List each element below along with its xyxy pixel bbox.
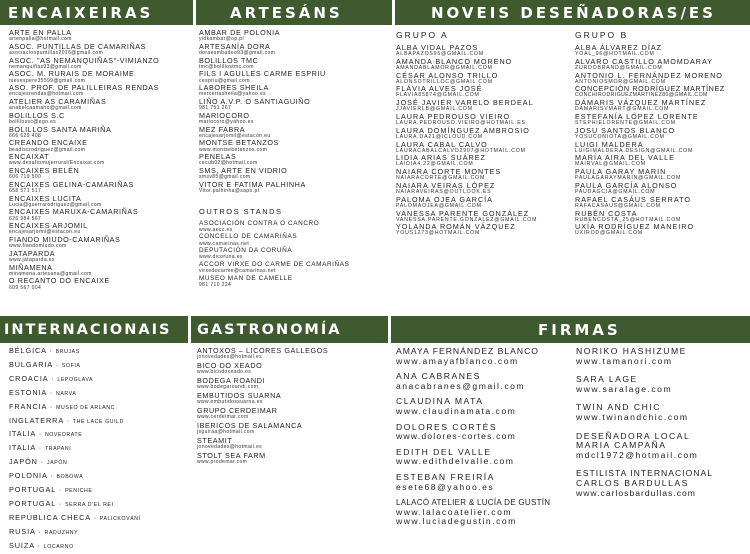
designer-email: CONCHIRODRIGUEZMARTINEZ80@GMAIL.COM: [575, 92, 708, 99]
encaixeira-name: ENCAIXES GELINA-CAMARIÑAS: [9, 179, 134, 189]
artesan-contact: yidkambar@op.pl: [199, 36, 244, 43]
encaixeira-name: O RECANTO DO ENCAIXE: [9, 276, 110, 286]
designer-email: PALOMAOJEA@GMAIL.COM: [396, 202, 482, 209]
encaixeira-name: ENCAIXES LUCITA: [9, 193, 82, 203]
firm-web: www.lalacoatelier.com: [396, 506, 513, 517]
designer-email: RAFACASAUS@GMAIL.COM: [575, 202, 661, 209]
heading-encaixeiras: ENCAIXEIRAS: [8, 3, 154, 22]
designer-name: LIDIA ARIAS SUÁREZ: [396, 153, 486, 163]
country-name: INGLATERRA: [9, 415, 64, 425]
designer-email: MAIRVAL@GMAIL.COM: [575, 161, 646, 168]
firm-web: www.saralage.com: [576, 383, 673, 394]
designer-name: PALOMA OJEA GARCÍA: [396, 194, 493, 204]
encaixeira-name: ENCAIXES MARUXA-CAMARIÑAS: [9, 207, 139, 217]
designer-email: ANTONIOSMOR@GMAIL.COM: [575, 78, 666, 85]
country-name: PORTUGAL: [9, 485, 56, 495]
firm-person: CARLOS BARDULLAS: [576, 477, 689, 488]
artesan-name: PENELAS: [199, 152, 237, 162]
encaixeira-contact: artenpalla@hotmail.com: [9, 36, 72, 43]
heading-band-noveis: [395, 0, 750, 25]
country-name: JAPÓN: [9, 457, 38, 467]
artesan-contact: smsv85@gmail.com: [199, 174, 251, 181]
country-name: BULGARIA: [9, 359, 53, 369]
outro-stand-name: CONCELLO DE CAMARIÑAS: [199, 233, 298, 241]
encaixeira-name: BOLILLOS S.C: [9, 110, 65, 120]
designer-name: ALVARO CASTILLO AMOMDARAY: [575, 56, 714, 66]
designer-name: DÁMARIS VÁZQUEZ MARTÍNEZ: [575, 98, 707, 108]
outro-stand-contact: www.aecc.es: [199, 226, 233, 233]
heading-band-firmas: [391, 316, 750, 343]
designer-email: LAIDIA4.22@GMAIL.COM: [396, 161, 474, 168]
encaixeira-contact: encajesrendas@hotmail.com: [9, 91, 84, 98]
country-name: CROACIA: [9, 373, 49, 383]
firm-web: www.claudinamata.com: [396, 405, 517, 416]
artesan-contact: merceriasheila@yahoo.es: [199, 91, 267, 98]
firm-name: EDITH DEL VALLE: [396, 446, 492, 457]
firm-name: LALACÓ ATELIER & LUCÍA DE GUSTÍN: [396, 498, 551, 508]
designer-name: PAULA GARAY MARIN: [575, 167, 667, 177]
country-city: THE LACE GUILD: [72, 418, 124, 425]
artesan-contact: cecub02@hotmail.com: [199, 160, 258, 167]
encaixeira-contact: asociacionpuntillas2016@gmail.com: [9, 50, 104, 56]
designer-email: ALBAPAZOS95@GMAIL.COM: [396, 51, 484, 57]
designer-name: PAULA GARCÍA ALONSO: [575, 180, 678, 190]
firm-name: ESTEBAN FREIRÍA: [396, 471, 495, 482]
firmas-right-list: [576, 347, 750, 523]
encaixeira-name: BOLILLOS SANTA MARIÑA: [9, 124, 112, 134]
firm-web: www.amayafblanco.com: [396, 355, 519, 366]
country-name: PORTUGAL: [9, 498, 56, 508]
designer-email: NAIARACORTE@GMAIL.COM: [396, 175, 486, 182]
designer-email: UXIROD@GMAIL.COM: [575, 230, 643, 237]
designer-name: CONCEPCIÓN RODRÍGUEZ MARTÍNEZ: [575, 84, 725, 94]
firm-web: esete68@yahoo.es: [396, 481, 495, 492]
heading-internacionais: INTERNACIONAIS: [4, 321, 172, 338]
gastronomy-contact: www.bicodoxeado.es: [197, 369, 252, 376]
designer-email: RUBENCOSTA_25@HOTMAIL.COM: [575, 216, 682, 223]
encaixeira-name: ENCAIXES BELÉN: [9, 165, 80, 175]
gastronomy-contact: jonovedades@hotmail.es: [197, 444, 263, 451]
designer-email: NAIARAVEIRAS@OUTLOOK.ES: [396, 188, 492, 195]
designer-name: JOSU SANTOS BLANCO: [575, 125, 676, 135]
designer-email: STEPHIELORENTE@GMAIL.COM: [575, 119, 676, 126]
designer-email: PAUDAGCIA@GMAIL.COM: [575, 188, 656, 195]
outro-stand-contact: virxedocarme@camarinas.net: [199, 268, 276, 275]
designer-email: YOSUCONIOTA@GMAIL.COM: [575, 133, 665, 140]
designer-email: JJAVIERLB@GMAIL.COM: [396, 106, 473, 113]
encaixeira-name: JATAPARDA: [9, 248, 56, 258]
country-city: PENICHE: [65, 488, 93, 495]
designer-email: LAURA.PEDROUSO.VIEIRO@HOTMAIL.ES: [396, 119, 526, 126]
firm-name: NORIKO HASHIZUME: [576, 346, 687, 356]
designer-name: JOSÉ JAVIER VARELO BERDEAL: [396, 98, 534, 108]
designer-email: ZURDOBRAND@GMAIL.COM: [575, 64, 663, 71]
artesan-contact: mariocoro@yahoo.es: [199, 118, 254, 125]
gastronomia-list: [197, 347, 387, 523]
encaixeira-contact: Lucia@guerrarodriguez@gmail.com: [9, 201, 102, 208]
heading-band-encaixeiras: [0, 0, 193, 25]
country-city: NOVEDRATE: [44, 432, 83, 439]
country-city: NARVA: [55, 390, 77, 397]
encaixeira-name: ATELIER AS CARAMIÑAS: [9, 96, 107, 106]
country-city: RADUZHNY: [44, 529, 79, 536]
encaixeira-name: FIANDO MIUDO-CAMARIÑAS: [9, 234, 121, 244]
country-name: ITALIA: [9, 443, 36, 453]
encaixeira-contact: 609 567 004: [9, 284, 42, 291]
firmas-left-list: [396, 346, 572, 527]
artesan-contact: 981 751 267: [199, 105, 232, 112]
country-city: SOFIA: [61, 362, 81, 369]
encaixeira-contact: minamena.artesana@gmail.com: [9, 270, 92, 277]
encaixeira-contact: anabelcaamano@gmail.com: [9, 105, 82, 112]
firm-web: www.carlosbardullas.com: [576, 487, 696, 498]
firm-name: TWIN AND CHIC: [576, 402, 661, 413]
gastronomy-contact: www.prodemar.com: [197, 459, 248, 466]
grupo-b-title: GRUPO B: [575, 30, 629, 40]
gastronomy-contact: www.bodegaroandi.com: [197, 384, 259, 391]
artesan-contact: encajesarjomil@estacon.eu: [199, 132, 271, 139]
encaixeira-contact: 658 571 517: [9, 187, 42, 194]
encaixeira-contact: www.fiandomiudo.com: [9, 243, 67, 250]
firm-name: ANA CABRANES: [396, 371, 481, 382]
country-name: ITALIA: [9, 429, 36, 439]
grupo-b-list: [575, 30, 750, 315]
gastronomy-name: STOLT SEA FARM: [197, 450, 266, 460]
designer-email: YOAL_96@HOTMAIL.COM: [575, 51, 655, 57]
country-city: TRAPANI: [44, 446, 72, 453]
encaixeira-contact: nievespere35599@gmail.com: [9, 77, 86, 84]
designer-email: ALONSOTRILLOC@GMAIL.COM: [396, 78, 493, 85]
artesan-name: BOLILLOS TMC: [199, 55, 259, 65]
heading-firmas: FIRMAS: [538, 320, 621, 339]
internacionais-list: BÉLGICA · BRUJAS BULGARIA · SOFIA CROACIA · LEPOGLAVA ESTONIA · NARVA FRANCIA · MUSEO DE ARLANC INGLATERRA · THE LACE GUILD ITALIA · NOVEDRATE ITALIA · TRAPANI JAPÓN · JAPÓN POLONIA · BOBOWA PORTUGAL · PENICHE PORTUGAL · SERRA D'EL REI REPÚBLICA CHECA · PALICKOVÁNÍ RUSIA · RADUZHNY SUIZA · LOCARNO: [9, 346, 141, 550]
heading-band-artesans: [196, 0, 392, 25]
country-city: LEPOGLAVA: [57, 376, 94, 383]
grupo-a-list: [396, 30, 574, 315]
designer-name: VANESSA PARENTE GONZÁLEZ: [396, 208, 530, 218]
outro-stand-name: DEPUTACIÓN DA CORUÑA: [199, 247, 293, 255]
encaixeira-contact: beadiscrodriguez@gmail.com: [9, 146, 86, 153]
country-name: BÉLGICA: [9, 346, 47, 355]
firm-web: www.luciadegustin.com: [396, 516, 517, 527]
encaixeira-name: ASOC. "AS NEMANQUIÑAS"-VIMIANZO: [9, 55, 160, 65]
country-city: SERRA D'EL REI: [65, 501, 114, 508]
firm-web: www.dolores-cortes.com: [396, 431, 517, 442]
gastronomy-contact: jonovedades@hotmail.es: [197, 354, 263, 361]
encaixeira-name: ENCAIXES ARJOMIL: [9, 221, 88, 231]
firm-web: www.tamanori.com: [576, 355, 673, 366]
designer-name: UXÍA RODRÍGUEZ MANEIRO: [575, 222, 695, 232]
gastronomy-contact: www.cerdeimar.com: [197, 414, 249, 421]
gastronomy-contact: jsguiraa@hotmail.com: [197, 429, 255, 436]
designer-name: ESTEFANÍA LÓPEZ LORENTE: [575, 111, 699, 121]
designer-name: MARÍA AIRA DEL VALLE: [575, 153, 675, 163]
gastronomy-name: STEAMIT: [197, 435, 233, 445]
artesan-name: MONTSE BETANZOS: [199, 138, 279, 148]
gastronomy-name: BICO DO XEADO: [197, 360, 263, 370]
firm-name: DOLORES CORTÉS: [396, 421, 498, 432]
designer-name: LAURA PEDROUSO VIEIRO: [396, 111, 511, 121]
country-name: RUSIA: [9, 526, 36, 536]
outro-stand-contact: 981 710 224: [199, 281, 232, 288]
heading-noveis: NOVEIS DESEÑADORAS/ES: [431, 3, 716, 22]
artesan-name: AMBAR DE POLONIA: [199, 28, 281, 37]
outros-stands-title: OUTROS STANDS: [199, 206, 283, 216]
gastronomy-name: ANTOXOS – LICORES GALLEGOS: [197, 346, 329, 355]
designer-name: ALBA ÁLVAREZ DÍAZ: [575, 43, 663, 52]
artesan-contact: tmc@bolillostmc.com: [199, 63, 254, 70]
artesan-contact: www.montsebetanzos.com: [199, 146, 268, 153]
firm-person: MARIA CAMPAÑA: [576, 440, 667, 451]
designer-name: CÉSAR ALONSO TRILLO: [396, 70, 499, 80]
heading-band-internacionais: [0, 316, 188, 343]
heading-band-gastronomia: [191, 316, 388, 343]
encaixeiras-list: [9, 29, 193, 315]
encaixeira-name: ARTE EN PALLA: [9, 28, 72, 37]
designer-name: FLÁVIA ALVES JOSÉ: [396, 84, 483, 94]
outro-stand-contact: www.camarinas.net: [199, 240, 250, 247]
gastronomy-name: EMBUTIDOS SUARNA: [197, 390, 282, 400]
gastronomy-name: BODEGA ROANDI: [197, 375, 266, 385]
encaixeira-name: ASOC. PUNTILLAS DE CAMARIÑAS: [9, 41, 147, 51]
firm-name: CLAUDINA MATA: [396, 396, 484, 407]
outro-stand-name: ACCOR VIRXE DO CARME DE CAMARIÑAS: [199, 260, 350, 268]
encaixeira-contact: 666 629 408: [9, 132, 42, 139]
firm-web: www.edithdelvalle.com: [396, 456, 515, 467]
country-city: LOCARNO: [43, 543, 74, 550]
country-name: REPÚBLICA CHECA: [9, 512, 91, 522]
encaixeira-contact: 626 984 567: [9, 215, 42, 222]
country-city: MUSEO DE ARLANC: [56, 404, 115, 411]
designer-name: RAFAEL CASÁUS SERRATO: [575, 194, 691, 204]
designer-name: LUIGI MALDERA: [575, 139, 644, 149]
encaixeira-name: ASOC. M. RURAIS DE MORAIME: [9, 69, 135, 79]
artesans-list: [199, 29, 391, 315]
encaixeira-contact: www.jataparda.es: [9, 256, 55, 263]
artesan-name: ARTESANÍA DORA: [199, 41, 271, 51]
artesan-name: VITOR E FATIMA PALHINHA: [199, 179, 306, 189]
country-city: PALICKOVÁNÍ: [99, 515, 141, 522]
artesan-contact: cespriu@gmail.com: [199, 77, 250, 84]
encaixeira-contact: bolillossc@ego.es: [9, 118, 57, 125]
firm-name: ESTILISTA INTERNACIONAL: [576, 468, 713, 479]
artesan-name: MEZ FABRA: [199, 124, 246, 134]
designer-email: AMANDABLAMOR@GMAIL.COM: [396, 64, 493, 71]
country-city: BOBOWA: [56, 474, 84, 481]
outro-stand-name: MUSEO MAN DE CAMELLE: [199, 274, 293, 282]
designer-name: YOLANDA ROMÁN VÁZQUEZ: [396, 222, 516, 232]
firm-web: www.twinandchic.com: [576, 411, 689, 422]
country-name: POLONIA: [9, 471, 48, 481]
designer-name: LAURA DOMÍNGUEZ AMBROSIO: [396, 125, 530, 135]
encaixeira-name: ASO. PROF. DE PALILLEIRAS RENDAS: [9, 83, 160, 93]
encaixeira-contact: 606 719 500: [9, 174, 42, 181]
artesan-contact: doraesmbadeo93@gmail.com: [199, 50, 276, 56]
designer-name: RUBÉN COSTA: [575, 208, 638, 218]
designer-email: YOUS1273@HOTMAIL.COM: [396, 230, 481, 237]
country-name: FRANCIA: [9, 401, 47, 411]
designer-email: LAURACABALCALVO2907@HOTMAIL.COM: [396, 147, 526, 154]
artesan-name: LIÑO A.V.P. O SANTIAGUIÑO: [199, 96, 311, 106]
country-name: ESTONIA: [9, 387, 47, 397]
encaixeira-contact: nemanquiñas93@gmail.com: [9, 63, 82, 70]
firm-email: mdcl1972@hotmail.com: [576, 449, 699, 460]
encaixeira-contact: encajesarjomil@estacon.eu: [9, 229, 81, 236]
gastronomy-name: IBERICOS DE SALAMANCA: [197, 420, 303, 430]
encaixeira-name: MIÑAMENA: [9, 262, 53, 272]
outro-stand-name: ASOCIACIÓN CONTRA O CANCRO: [199, 219, 320, 227]
grupo-a-title: GRUPO A: [396, 30, 449, 40]
designer-email: VANESSA.PARENTE.GONZALEZ@GMAIL.COM: [396, 216, 538, 223]
firm-name: DESEÑADORA LOCAL: [576, 430, 691, 441]
artesan-name: FILS I AGULLES CARME ESPRIU: [199, 69, 326, 79]
encaixeira-name: ENCAIXAT: [9, 152, 50, 162]
encaixeira-name: CREANDO ENCAIXE: [9, 138, 88, 148]
country-city: BRUJAS: [55, 349, 80, 355]
designer-name: NAIARA CORTE MONTES: [396, 167, 502, 177]
artesan-name: LABORES SHEILA: [199, 83, 269, 93]
designer-email: LAURA.DA21@ICLOUD.COM: [396, 133, 483, 140]
designer-email: PAULAGARAYMARIN@GMAIL.COM: [575, 175, 682, 182]
outro-stand-contact: www.dicoruna.es: [199, 254, 243, 261]
heading-gastronomia: GASTRONOMÍA: [197, 321, 342, 338]
designer-name: NAIARA VEIRAS LÓPEZ: [396, 180, 496, 190]
designer-email: DAMARISVMART@GMAIL.COM: [575, 106, 670, 113]
designer-name: AMANDA BLANCO MORENO: [396, 56, 513, 66]
designer-email: FLAVIA85874@GMAIL.COM: [396, 92, 480, 99]
designer-email: LUIGIMALDERA.DESIGN@GMAIL.COM: [575, 147, 694, 154]
artesan-name: SMS, ARTE EN VIDRIO: [199, 165, 288, 175]
country-name: SUIZA: [9, 540, 35, 550]
country-city: JAPÓN: [47, 460, 68, 467]
designer-name: ANTONIO L. FERNÁNDEZ MORENO: [575, 70, 723, 80]
artesan-contact: Vitor.palhinha@sapo.pt: [199, 187, 260, 194]
heading-artesans: ARTESÁNS: [230, 3, 343, 22]
gastronomy-name: GRUPO CERDEIMAR: [197, 405, 278, 415]
gastronomy-contact: www.embutidossuarna.es: [197, 399, 263, 406]
firm-web: anacabranes@gmail.com: [396, 380, 526, 391]
designer-name: ALBA VIDAL PAZOS: [396, 43, 479, 52]
encaixeira-contact: www.desafiomujerrural/Encaixat.com: [9, 160, 105, 167]
firm-name: SARA LAGE: [576, 374, 638, 385]
designer-name: LAURA CABAL CALVO: [396, 139, 488, 149]
firm-name: AMAYA FERNÁNDEZ BLANCO: [396, 346, 539, 356]
artesan-name: MARIOCORO: [199, 110, 250, 120]
